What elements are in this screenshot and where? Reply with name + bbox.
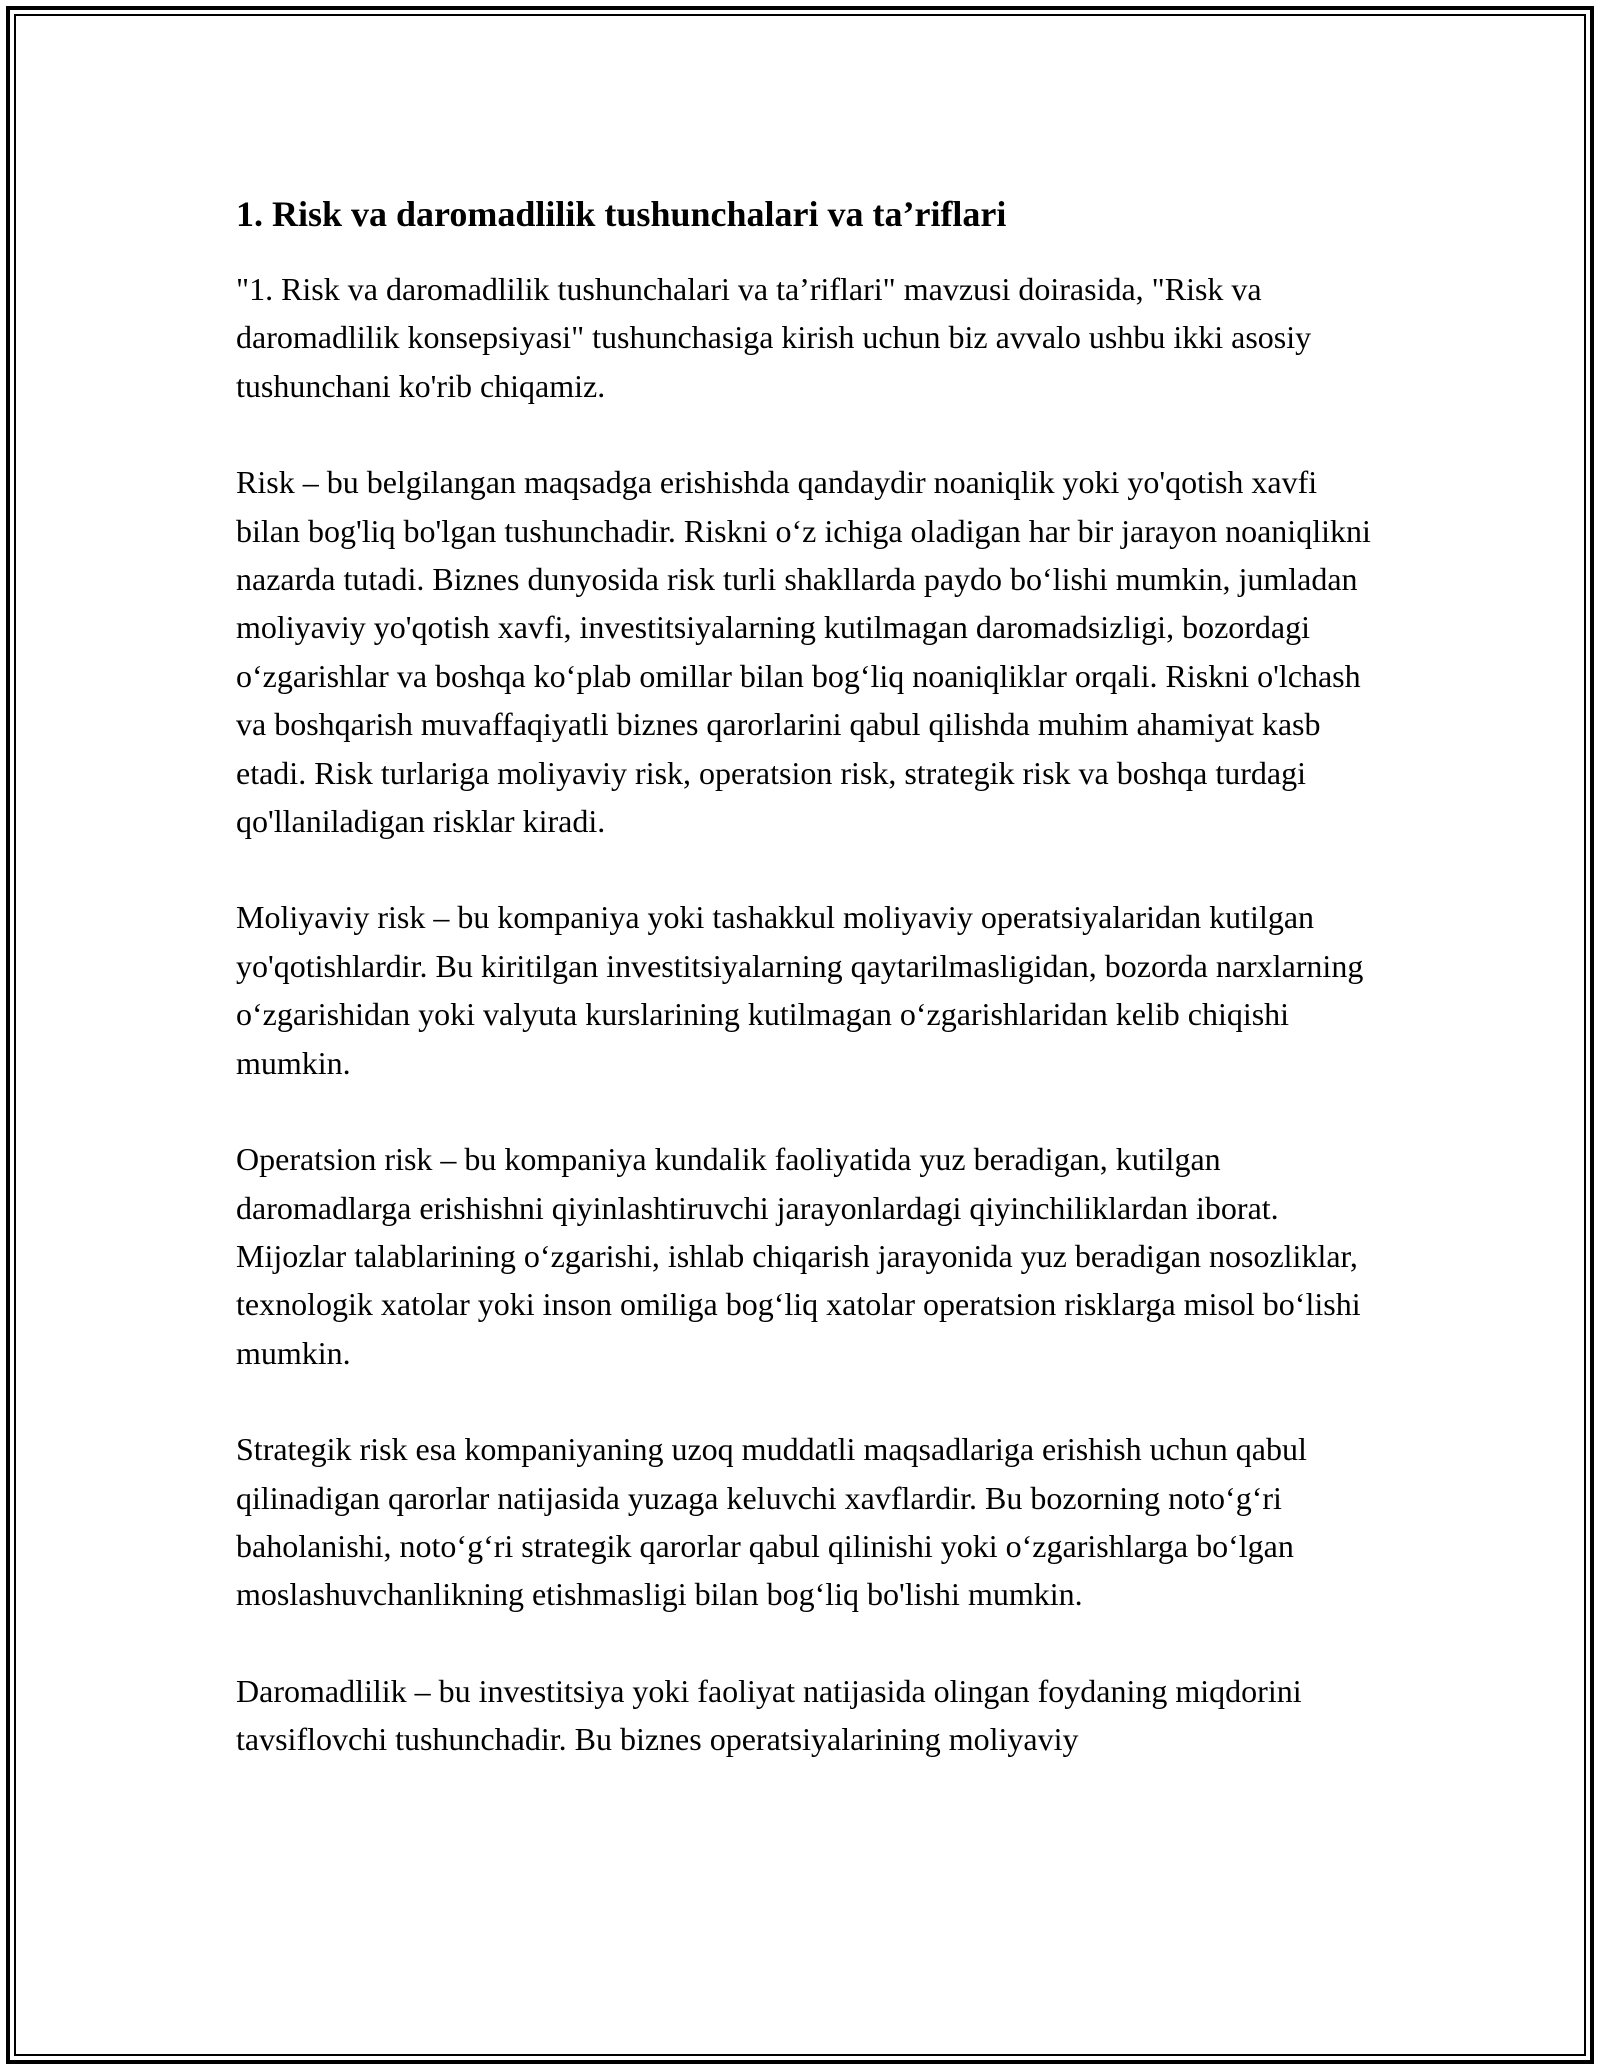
paragraph-risk: Risk – bu belgilangan maqsadga erishishda qandaydir noaniqlik yoki yo'qotish xavfi bilan bog'liq bo'lgan tushunchadir. Riskni oʻz ichiga oladigan har bir jarayon noaniqlikni nazarda tutadi. Biznes dunyosida risk turli shakllarda paydo boʻlishi mumkin, jumladan moliyaviy yo'qotish xavfi, investitsiyalarning kutilmagan daromadsizligi, bozordagi oʻzgarishlar va boshqa koʻplab omillar bilan bogʻliq noaniqliklar orqali. Riskni o'lchash va boshqarish muvaffaqiyatli biznes qarorlarini qabul qilishda muhim ahamiyat kasb etadi. Risk turlariga moliyaviy risk, operatsion risk, strategik risk va boshqa turdagi qo'llaniladigan risklar kiradi. [236, 464, 1371, 840]
paragraph-intro: "1. Risk va daromadlilik tushunchalari va ta’riflari" mavzusi doirasida, "Risk va daromadlilik konsepsiyasi" tushunchasiga kirish uchun biz avvalo ushbu ikki asosiy tushunchani ko'rib chiqamiz. [236, 271, 1312, 404]
paragraph-financial-risk: Moliyaviy risk – bu kompaniya yoki tashakkul moliyaviy operatsiyalaridan kutilgan yo'qotishlardir. Bu kiritilgan investitsiyalarning qaytarilmasligidan, bozorda narxlarning oʻzgarishidan yoki valyuta kurslarining kutilmagan oʻzgarishlaridan kelib chiqishi mumkin. [236, 899, 1364, 1081]
paragraph-profitability: Daromadlilik – bu investitsiya yoki faoliyat natijasida olingan foydaning miqdorini tavsiflovchi tushunchadir. Bu biznes operatsiyalarining moliyaviy [236, 1672, 1302, 1758]
section-heading: 1. Risk va daromadlilik tushunchalari va ta’riflari [236, 194, 1007, 234]
paragraph-operational-risk: Operatsion risk – bu kompaniya kundalik faoliyatida yuz beradigan, kutilgan daromadlarga erishishni qiyinlashtiruvchi jarayonlardagi qiyinchiliklardan iborat. Mijozlar talablarining oʻzgarishi, ishlab chiqarish jarayonida yuz beradigan nosozliklar, texnologik xatolar yoki inson omiliga bogʻliq xatolar operatsion risklarga misol boʻlishi mumkin. [236, 1141, 1361, 1371]
document-body [236, 185, 1376, 1812]
paragraph-strategic-risk: Strategik risk esa kompaniyaning uzoq muddatli maqsadlariga erishish uchun qabul qilinadigan qarorlar natijasida yuzaga keluvchi xavflardir. Bu bozorning notoʻgʻri baholanishi, notoʻgʻri strategik qarorlar qabul qilinishi yoki oʻzgarishlarga boʻlgan moslashuvchanlikning etishmasligi bilan bogʻliq bo'lishi mumkin. [236, 1431, 1307, 1613]
